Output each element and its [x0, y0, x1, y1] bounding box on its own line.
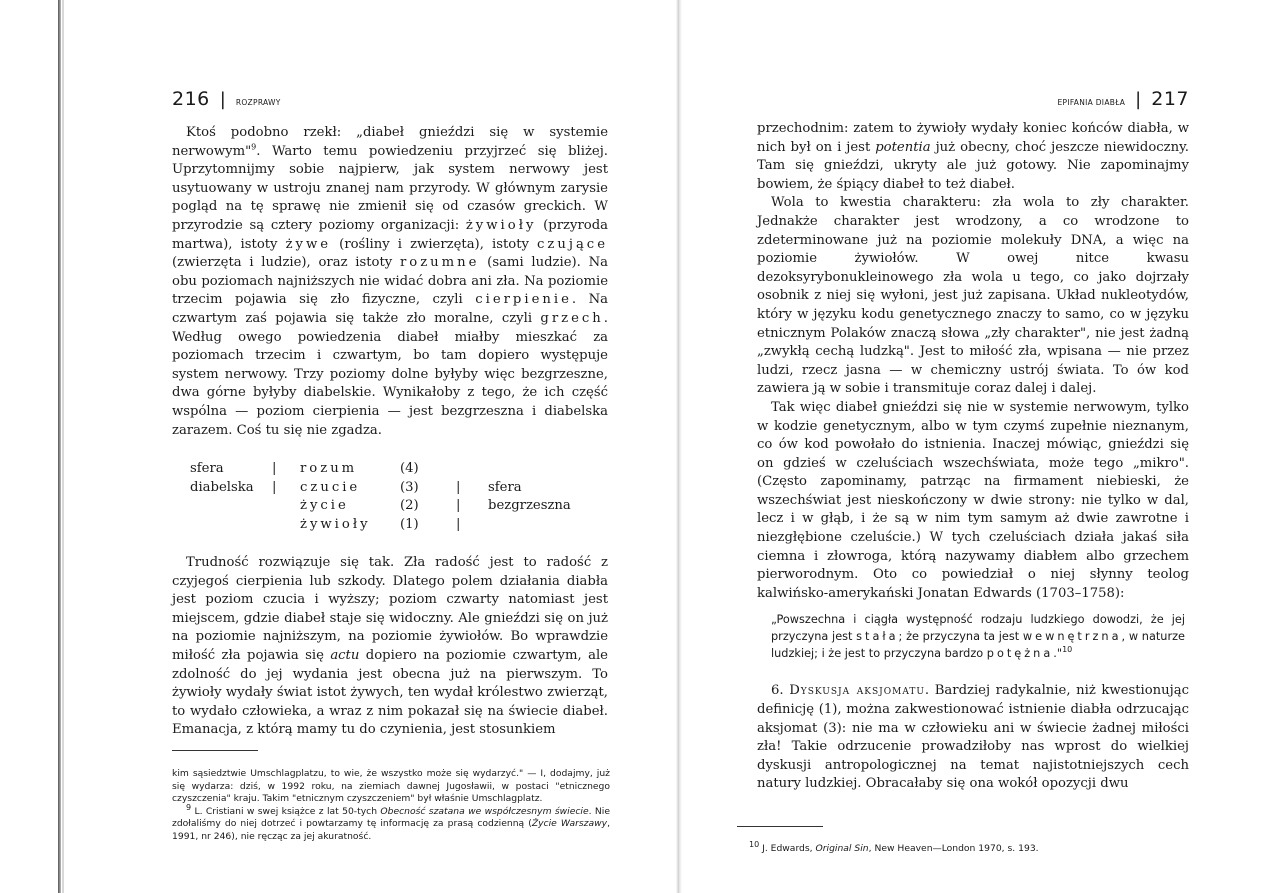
footnote-rule [737, 826, 823, 827]
running-head: EPIFANIA DIABŁA [1057, 98, 1126, 107]
page-number: 217 [1151, 88, 1189, 110]
footnote-rule [172, 750, 258, 751]
header-separator: | [1135, 89, 1142, 110]
paragraph-1: Ktoś podobno rzekł: „diabeł gnieździ się w systemie nerwowym"$^9$. Warto temu powiedzeniu przyjrzeć się bliżej. Uprzytomnijmy sobie najpierw, jak system nerwowy jest usytuowany w ustroju znanej nam przyrody. W głównym zarysie pogląd na tę sprawę nie zmienił się od czasów greckich. W przyrodzie są cztery poziomy organizacji: żywioły (przyroda martwa), istoty żywe (rośliny i zwierzęta), istoty czujące (zwierzęta i ludzie), oraz istoty rozumne (sami ludzie). Na obu poziomach najniższych nie widać dobra ani zła. Na poziomie trzecim pojawia się zło fizyczne, czyli cierpienie. Na czwartym zaś pojawia się także zło moralne, czyli grzech. Według owego powiedzenia diabeł miałby mieszkać za poziomach trzecim i czwartym, bo tam dopiero występuje system nerwowy. Trzy poziomy dolne byłyby więc bezgrzeszne, dwa górne byłyby diabelskie. Wynikałoby z tego, że ich część wspólna — poziom cierpienia — jest bezgrzeszna i diabelska zarazem. Coś tu się nie zgadza. [172, 125, 608, 438]
footnote-10: 10 J. Edwards, Original Sin, New Heaven—London 1970, s. 193. [749, 839, 1039, 854]
paragraph-2: Wola to kwestia charakteru: zła wola to zły charakter. Jednakże charakter jest wrodzony, a co wrodzone to zdeterminowane już na poziomie molekuły DNA, a więc na poziomie żywiołów. W owej nitce kwasu dezoksyrybonukleinowego zła wola u tego, co jako dojrzały osobnik z niej się wyłoni, jest już zapisana. Układ nukleotydów, który w języku kodu genetycznego znaczy to samo, co w języku etnicznym Polaków znaczą słowa „zły charakter", nie jest żadną „zwykłą cechą ludzką". Jest to miłość zła, wpisana — nie przez ludzi, rzecz jasna — w chemiczny ustrój świata. To ów kod zawiera ją w sobie i transmituje coraz dalej i dalej. [757, 195, 1189, 397]
right-page-header [757, 88, 1189, 112]
right-page-body [757, 120, 1189, 794]
right-page [749, 0, 1189, 893]
running-head: ROZPRAWY [235, 98, 281, 107]
left-footnotes [172, 768, 610, 843]
header-separator: | [219, 89, 226, 110]
schema-row: sfera | rozum (4) [190, 461, 419, 477]
footnote-continuation: kim sąsiedztwie Umschlagplatzu, to wie, że wszystko może się wydarzyć." — I, dodajmy, już się wydarza: dziś, w 1992 roku, na ziemiach dawnej Jugosławii, w postaci "etnicznego czyszczenia" kraju. Takim "etnicznym czyszczeniem" był właśnie Umschlagplatz. [172, 768, 610, 804]
book-gutter [676, 0, 682, 893]
footnote-marker: 10 [1062, 645, 1073, 655]
block-quote: „Powszechna i ciągła występność rodzaju ludzkiego dowodzi, że jej przyczyna jest stała; że przyczyna ta jest wewnętrzna, w naturze ludzkiej; i że jest to przyczyna bardzo potężna."$^{10}$ [771, 613, 1185, 661]
page-edge-shadow [58, 0, 61, 893]
footnote-9: 9 L. Cristiani w swej książce z lat 50-tych Obecność szatana we współczesnym świecie. Nie zdołaliśmy do niej dotrzeć i powtarzamy tę informację za prasą codzienną (Życie Warszawy, 1991, nr 246), nie ręcząc za jej akuratność. [172, 802, 610, 842]
section-heading: Dyskusja aksjomatu [789, 683, 925, 699]
schema-row: życie (2) | bezgrzeszna [300, 498, 571, 514]
schema-row: diabelska | czucie (3) | sfera [190, 479, 522, 495]
right-footnotes [749, 839, 1189, 856]
levels-schema [190, 460, 608, 534]
schema-row: żywioły (1) | [300, 516, 461, 532]
page-edge-shadow-inner [62, 0, 64, 893]
page-number: 216 [172, 88, 210, 110]
left-page-header [172, 88, 608, 112]
footnote-marker: 9 [251, 142, 257, 152]
paragraph-2: Trudność rozwiązuje się tak. Zła radość jest to radość z czyjegoś cierpienia lub szkody. Dlatego polem działania diabła jest poziom czucia i wyższy; poziom czwarty natomiast jest miejscem, gdzie diabeł staje się widoczny. Ale gnieździ się on już na poziomie najniższym, na poziomie żywiołów. Bo wprawdzie miłość zła pojawia się actu dopiero na poziomie czwartym, ale zdolność do jej wydania jest obecna już na pierwszym. To żywioły wydały świat istot żywych, ten wydał królestwo zwierząt, to wydało człowieka, a wraz z nim pokazał się na świecie diabeł. Emanacja, z którą mamy tu do czynienia, jest stosunkiem [172, 555, 608, 738]
section-6: 6. Dyskusja aksjomatu. Bardziej radykalnie, niż kwestionując definicję (1), można zakwestionować istnienie diabła odrzucając aksjomat (3): nie ma w człowieku ani w świecie żadnej miłości zła! Takie odrzucenie prowadziłoby nas wprost do wielkiej dyskusji antropologicznej na temat najistotniejszych cech natury ludzkiej. Obracałaby się ona wokół opozycji dwu [757, 683, 1189, 792]
left-page-body [172, 124, 608, 740]
paragraph-3: Tak więc diabeł gnieździ się nie w systemie nerwowym, tylko w kodzie genetycznym, albo w tym czymś zupełnie nieznanym, co ów kod powołało do istnienia. Inaczej mówiąc, gnieździ się on gdzieś w czeluściach wszechświata, może tego „mikro". (Często zapominamy, patrząc na firmament niebieski, że wszechświat jest nieskończony w dwie strony: nie tylko w dal, lecz i w głąb, i że są w nim tym samym aż dwie zawrotne i niezgłębione czeluście.) W tych czeluściach działa jakaś siła ciemna i złowroga, którą nazywamy diabłem albo grzechem pierworodnym. Oto co powiedział o niej słynny teolog kalwińsko-amerykański Jonatan Edwards (1703–1758): [757, 399, 1189, 601]
left-page [172, 0, 608, 893]
paragraph-1: przechodnim: zatem to żywioły wydały koniec końców diabła, w nich był on i jest potentia już obecny, choć jeszcze niewidoczny. Tam się gnieździ, ukryty ale już gotowy. Nie zapominajmy bowiem, że śpiący diabeł to też diabeł. [757, 121, 1189, 192]
